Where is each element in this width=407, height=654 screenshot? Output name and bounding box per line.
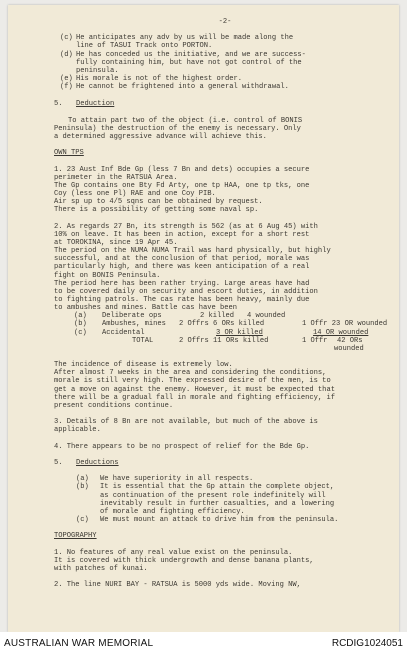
list-item: (c) We must mount an attack to drive him from the peninsula. <box>76 516 339 525</box>
paragraph-2: 2. As regards 27 Bn, its strength is 562 (as at 6 Aug 45) with 10% on leave. It has been in action, except for a short rest at TOROKINA, since 19 Apr 45. The period on the NUMA NUMA Trail was hard physically, but highly successful, and at the conclusion of that period, morale was particularly high, and there was keen anticipation of a real fight on BONIS Peninsula. The period here has been rather trying. Large areas have had to be covered daily on security and escort duties, in addition to fighting patrols. The cas rate has been heavy, mainly due to ambushes and mines. Battle cas have been <box>54 222 331 313</box>
item-key: (c) <box>60 34 73 43</box>
item-key: (d) <box>60 50 73 59</box>
paragraph-3: 3. Details of 8 Bn are not available, but much of the above is applicable. <box>54 418 318 435</box>
list-item: (b) It is essential that the Gp attain the complete object, <box>76 483 335 492</box>
document-text: -2- (c) He anticipates any adv by us will be made along the line of TASUI Track onto PORTON. (d) He has conceded us the initiative, and we are success- fully containing him, but have not got control of the peninsula. (e) His morale is not of the highest order. (f) He cannot be frightened into a general withdrawal. 5. Deduction To attain part two of the object (i.e. control of BONIS Peninsula) the destruction of the enemy is necessary. Only a determined aggressive advance will achieve this. OWN TPS 1. 23 Aust Inf Bde Gp (less 7 Bn and dets) occupies a secure perimeter in the RATSUA Area. The Gp contains one Bty Fd Arty, one tp HAA, one tp tks, one Coy (less one Pl) RAE and one Coy PIB. Air sp up to 4/5 sqns can be obtained by request. There is a possibility of getting some naval sp. 2. As regards 27 Bn, its strength is 562 (as at 6 Aug 45) with 10% on leave. It has been in action, except for a short rest at TOROKINA, since 19 Apr 45. The period on the NUMA NUMA Trail was hard physically, but highly successful, and at the conclusion of that period, morale was particularly high, and there was keen anticipation of a real fight on BONIS Peninsula. The period here has been rather trying. Large areas have had to be covered daily on security and escort duties, in addition to fighting patrols. The cas rate has been heavy, mainly due to ambushes and mines. Battle cas have been (a) Deliberate ops 2 killed 4 wounded (b) Ambushes, mines 2 Offrs 6 ORs killed 1 Offr 23 OR wounded (c) Accidental 3 OR killed 14 OR wounded TOTAL 2 Offrs 11 ORs killed 1 Offr 42 ORs wounded The incidence of disease is extremely low. After almost 7 weeks in the area and considering the conditions, morale is still very high. The expressed desire of the men, is to get a move on against the enemy. However, it must be expected that there will be a gradual fall in morale and fighting efficiency, if present conditions continue. 3. Details of 8 Bn are not available, but much of the above is applicable. 4. There appears to be no prospect of relief for the Bde Gp. 5. Deductions (a) We have superiority in all respects. (b) It is essential that the Gp attain the complete object, as continuation of the present role indefinitely will inevitably result in further casualties, and a lowering of morale and fighting efficiency. (c) We must mount an attack to drive him from the peninsula. TOPOGRAPHY 1. No features of any real value exist on the peninsula. It is covered with thick undergrowth and dense banana plants, with patches of kunai. 2. The line NURI BAY - RATSUA is 5000 yds wide. Moving NW, <box>54 18 396 589</box>
footer-source: AUSTRALIAN WAR MEMORIAL <box>4 638 154 649</box>
section-heading: TOPOGRAPHY <box>54 532 97 541</box>
casualty-table: (a) Deliberate ops 2 killed 4 wounded (b) Ambushes, mines 2 Offrs 6 ORs killed 1 Offr 23 OR wounded (c) Accidental 3 OR killed 14 OR wounded TOTAL 2 Offrs 11 ORs killed 1 Offr 42 ORs wounded <box>54 312 396 353</box>
list-item: (a) We have superiority in all respects. <box>76 475 254 484</box>
intro-item: (e) His morale is not of the highest order. <box>60 75 243 84</box>
section-heading: OWN TPS <box>54 149 84 158</box>
table-row-total: TOTAL 2 Offrs 11 ORs killed 1 Offr 42 ORs <box>132 336 363 345</box>
footer-bar <box>0 632 407 654</box>
section-heading: 5. Deduction <box>54 100 115 109</box>
section-heading: 5. Deductions <box>54 458 119 467</box>
intro-item: (f) He cannot be frightened into a general withdrawal. <box>60 83 289 92</box>
intro-item: (c) He anticipates any adv by us will be made along the line of TASUI Track onto PORTON. <box>60 34 294 51</box>
topography-1: 1. No features of any real value exist on the peninsula. It is covered with thick undergrowth and dense banana plants, with patches of kunai. <box>54 548 314 573</box>
table-row: (b) Ambushes, mines 2 Offrs 6 ORs killed 1 Offr 23 OR wounded <box>74 320 388 329</box>
page-number: -2- <box>218 18 232 26</box>
intro-item: (d) He has conceded us the initiative, and we are success- fully containing him, but have not got control of the peninsula. <box>60 50 306 75</box>
footer-record-id: RCDIG1024051 <box>331 638 403 649</box>
item-key: (f) <box>60 83 73 92</box>
item-key: (e) <box>60 75 73 84</box>
table-row: (a) Deliberate ops 2 killed 4 wounded <box>74 312 286 321</box>
table-row: (c) Accidental 3 OR killed 14 OR wounded <box>74 328 369 337</box>
paragraph-1: 1. 23 Aust Inf Bde Gp (less 7 Bn and dets) occupies a secure perimeter in the RATSUA Area. The Gp contains one Bty Fd Arty, one tp HAA, one tp tks, one Coy (less one Pl) RAE and one Coy PIB. Air sp up to 4/5 sqns can be obtained by request. There is a possibility of getting some naval sp. <box>54 165 310 215</box>
paragraph-4: 4. There appears to be no prospect of relief for the Bde Gp. <box>54 442 310 451</box>
paragraph-2b: The incidence of disease is extremely low. After almost 7 weeks in the area and considering the conditions, morale is still very high. The expressed desire of the men, is to get a move on against the enemy. However, it must be expected that there will be a gradual fall in morale and fighting efficiency, if present conditions continue. <box>54 361 335 410</box>
topography-2: 2. The line NURI BAY - RATSUA is 5000 yds wide. Moving NW, <box>54 581 301 590</box>
document-page <box>8 5 399 632</box>
